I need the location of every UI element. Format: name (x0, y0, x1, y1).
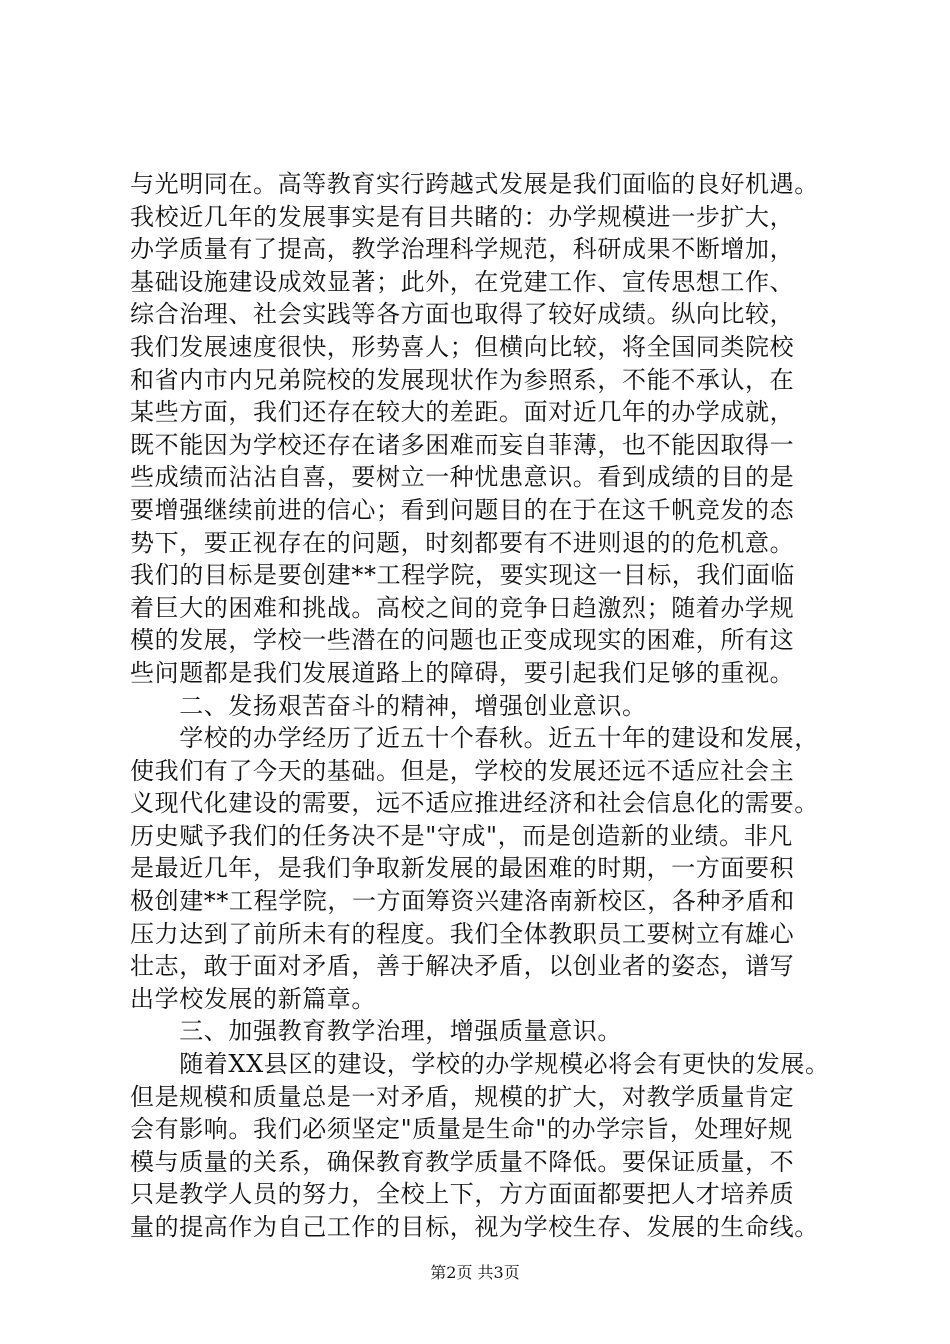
text-line: 使我们有了今天的基础。但是，学校的发展还远不适应社会主 (130, 756, 795, 785)
text-line: 壮志，敢于面对矛盾，善于解决矛盾，以创业者的姿态，谱写 (130, 952, 795, 981)
body-text (130, 168, 860, 1244)
text-line: 义现代化建设的需要，远不适应推进经济和社会信息化的需要。 (130, 789, 819, 818)
text-line: 办学质量有了提高，教学治理科学规范，科研成果不断增加， (130, 235, 795, 264)
text-line: 学校的办学经历了近五十个春秋。近五十年的建设和发展， (130, 724, 819, 753)
text-line: 是最近几年，是我们争取新发展的最困难的时期，一方面要积 (130, 854, 795, 883)
text-line: 势下，要正视存在的问题，时刻都要有不进则退的的危机意。 (130, 528, 795, 557)
text-line: 模的发展，学校一些潜在的问题也正变成现实的困难，所有这 (130, 626, 795, 655)
text-line: 基础设施建设成效显著；此外，在党建工作、宣传思想工作、 (130, 267, 795, 296)
text-line: 与光明同在。高等教育实行跨越式发展是我们面临的良好机遇。 (130, 170, 819, 198)
text-line: 历史赋予我们的任务决不是"守成"，而是创造新的业绩。非凡 (130, 821, 793, 850)
text-line: 某些方面，我们还存在较大的差距。面对近几年的办学成就， (130, 398, 795, 427)
text-line: 只是教学人员的努力，全校上下，方方面面都要把人才培养质 (130, 1180, 795, 1209)
text-line: 随着XX县区的建设，学校的办学规模必将会有更快的发展。 (130, 1050, 830, 1079)
text-line: 既不能因为学校还存在诸多困难而妄自菲薄，也不能因取得一 (130, 430, 795, 459)
section-heading: 三、加强教育教学治理，增强质量意识。 (130, 1017, 622, 1046)
text-line: 着巨大的困难和挑战。高校之间的竞争日趋激烈；随着办学规 (130, 593, 795, 622)
text-line: 要增强继续前进的信心；看到问题目的在于在这千帆竞发的态 (130, 495, 795, 524)
section-heading: 二、发扬艰苦奋斗的精神，增强创业意识。 (130, 691, 647, 720)
text-line: 我们发展速度很快，形势喜人；但横向比较，将全国同类院校 (130, 332, 795, 361)
text-line: 极创建**工程学院，一方面筹资兴建洛南新校区，各种矛盾和 (130, 887, 795, 916)
text-line: 些问题都是我们发展道路上的障碍，要引起我们足够的重视。 (130, 658, 795, 687)
text-line: 综合治理、社会实践等各方面也取得了较好成绩。纵向比较， (130, 300, 795, 329)
text-line: 我们的目标是要创建**工程学院，要实现这一目标，我们面临 (130, 561, 795, 590)
text-line: 出学校发展的新篇章。 (130, 984, 376, 1013)
text-line: 压力达到了前所未有的程度。我们全体教职员工要树立有雄心 (130, 919, 795, 948)
page-number-footer: 第2页 共3页 (430, 1263, 520, 1282)
text-line: 会有影响。我们必须坚定"质量是生命"的办学宗旨，处理好规 (130, 1115, 793, 1144)
text-line: 但是规模和质量总是一对矛盾，规模的扩大，对教学质量肯定 (130, 1082, 795, 1111)
text-line: 模与质量的关系，确保教育教学质量不降低。要保证质量，不 (130, 1147, 795, 1176)
text-line: 我校近几年的发展事实是有目共睹的：办学规模进一步扩大， (130, 202, 795, 231)
text-line: 和省内市内兄弟院校的发展现状作为参照系，不能不承认，在 (130, 365, 795, 394)
text-line: 量的提高作为自己工作的目标，视为学校生存、发展的生命线。 (130, 1213, 819, 1241)
text-line: 些成绩而沾沾自喜，要树立一种忧患意识。看到成绩的目的是 (130, 463, 795, 492)
